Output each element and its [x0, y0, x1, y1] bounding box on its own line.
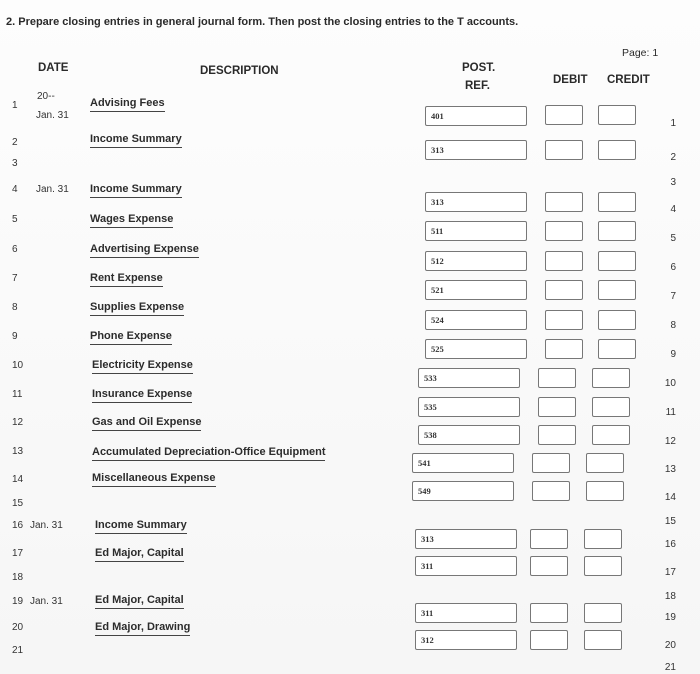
post-ref-field[interactable]	[425, 140, 527, 160]
entry-date: Jan. 31	[30, 596, 63, 607]
line-number-left: 20	[12, 622, 24, 633]
line-number-left: 12	[12, 417, 24, 428]
post-ref-value: 311	[421, 561, 434, 571]
post-ref-value: 312	[421, 635, 434, 645]
debit-field[interactable]	[545, 280, 583, 300]
post-ref-field[interactable]	[412, 481, 514, 501]
account-name: Advising Fees	[90, 97, 165, 112]
credit-field[interactable]	[584, 603, 622, 623]
post-ref-field[interactable]	[412, 453, 514, 473]
post-ref-value: 512	[431, 256, 444, 266]
post-ref-field[interactable]	[415, 603, 517, 623]
debit-field[interactable]	[530, 630, 568, 650]
post-ref-value: 525	[431, 344, 444, 354]
line-number-right: 10	[664, 378, 676, 389]
account-name: Wages Expense	[90, 213, 173, 228]
account-name: Electricity Expense	[92, 359, 193, 374]
debit-field[interactable]	[530, 603, 568, 623]
credit-field[interactable]	[598, 140, 636, 160]
post-ref-field[interactable]	[415, 529, 517, 549]
post-ref-value: 524	[431, 315, 444, 325]
credit-field[interactable]	[586, 481, 624, 501]
debit-field[interactable]	[545, 310, 583, 330]
post-header-line2: REF.	[465, 80, 490, 92]
line-number-left: 8	[12, 302, 18, 313]
post-ref-field[interactable]	[425, 280, 527, 300]
line-number-left: 1	[12, 100, 18, 111]
post-ref-value: 521	[431, 285, 444, 295]
line-number-left: 5	[12, 214, 18, 225]
credit-field[interactable]	[584, 630, 622, 650]
post-ref-field[interactable]	[415, 556, 517, 576]
line-number-left: 13	[12, 446, 24, 457]
account-name: Ed Major, Capital	[95, 547, 184, 562]
post-ref-field[interactable]	[415, 630, 517, 650]
credit-header: CREDIT	[607, 74, 650, 86]
line-number-left: 6	[12, 244, 18, 255]
line-number-right: 17	[664, 567, 676, 578]
line-number-right: 18	[664, 591, 676, 602]
post-ref-field[interactable]	[425, 192, 527, 212]
line-number-right: 19	[664, 612, 676, 623]
debit-field[interactable]	[538, 397, 576, 417]
debit-field[interactable]	[532, 453, 570, 473]
line-number-right: 21	[664, 662, 676, 673]
account-name: Advertising Expense	[90, 243, 199, 258]
credit-field[interactable]	[598, 251, 636, 271]
entry-date: Jan. 31	[36, 110, 69, 121]
account-name: Income Summary	[90, 133, 182, 148]
line-number-right: 11	[665, 407, 676, 418]
post-ref-field[interactable]	[425, 251, 527, 271]
account-name: Rent Expense	[90, 272, 163, 287]
post-ref-value: 313	[421, 534, 434, 544]
account-name: Income Summary	[95, 519, 187, 534]
account-name: Income Summary	[90, 183, 182, 198]
line-number-left: 18	[12, 572, 24, 583]
line-number-left: 10	[12, 360, 24, 371]
credit-field[interactable]	[598, 339, 636, 359]
credit-field[interactable]	[586, 453, 624, 473]
debit-field[interactable]	[545, 251, 583, 271]
credit-field[interactable]	[598, 105, 636, 125]
credit-field[interactable]	[598, 192, 636, 212]
line-number-right: 5	[670, 233, 676, 244]
credit-field[interactable]	[592, 368, 630, 388]
post-ref-field[interactable]	[418, 425, 520, 445]
debit-field[interactable]	[545, 105, 583, 125]
post-ref-value: 511	[431, 226, 444, 236]
line-number-left: 2	[12, 137, 18, 148]
line-number-left: 9	[12, 331, 18, 342]
debit-field[interactable]	[545, 221, 583, 241]
debit-field[interactable]	[545, 192, 583, 212]
account-name: Ed Major, Drawing	[95, 621, 190, 636]
line-number-right: 4	[670, 204, 676, 215]
line-number-left: 14	[12, 474, 24, 485]
debit-field[interactable]	[545, 140, 583, 160]
page-label: Page: 1	[622, 47, 659, 59]
post-ref-value: 541	[418, 458, 431, 468]
line-number-right: 3	[670, 177, 676, 188]
line-number-right: 2	[670, 152, 676, 163]
debit-field[interactable]	[530, 556, 568, 576]
debit-field[interactable]	[530, 529, 568, 549]
line-number-left: 17	[12, 548, 24, 559]
post-header-line1: POST.	[462, 62, 496, 74]
date-header: DATE	[38, 62, 69, 74]
account-name: Accumulated Depreciation-Office Equipment	[92, 446, 325, 461]
line-number-right: 12	[664, 436, 676, 447]
credit-field[interactable]	[598, 280, 636, 300]
line-number-left: 21	[12, 645, 24, 656]
post-ref-value: 538	[424, 430, 437, 440]
debit-header: DEBIT	[553, 74, 588, 86]
post-ref-value: 311	[421, 608, 434, 618]
post-ref-field[interactable]	[425, 339, 527, 359]
line-number-left: 19	[12, 596, 24, 607]
post-ref-field[interactable]	[425, 221, 527, 241]
line-number-left: 3	[12, 158, 18, 169]
line-number-right: 16	[664, 539, 676, 550]
line-number-right: 1	[670, 118, 676, 129]
account-name: Supplies Expense	[90, 301, 184, 316]
debit-field[interactable]	[545, 339, 583, 359]
post-ref-field[interactable]	[425, 310, 527, 330]
post-ref-field[interactable]	[425, 106, 527, 126]
credit-field[interactable]	[584, 529, 622, 549]
post-ref-value: 549	[418, 486, 431, 496]
debit-field[interactable]	[538, 368, 576, 388]
debit-field[interactable]	[538, 425, 576, 445]
line-number-right: 13	[664, 464, 676, 475]
account-name: Ed Major, Capital	[95, 594, 184, 609]
credit-field[interactable]	[584, 556, 622, 576]
line-number-left: 15	[12, 498, 24, 509]
line-number-right: 14	[664, 492, 676, 503]
debit-field[interactable]	[532, 481, 570, 501]
line-number-right: 8	[670, 320, 676, 331]
post-ref-value: 535	[424, 402, 437, 412]
account-name: Phone Expense	[90, 330, 172, 345]
line-number-right: 7	[670, 291, 676, 302]
credit-field[interactable]	[592, 397, 630, 417]
post-ref-value: 533	[424, 373, 437, 383]
entry-date: Jan. 31	[30, 520, 63, 531]
post-ref-value: 313	[431, 145, 444, 155]
instructions: 2. Prepare closing entries in general journal form. Then post the closing entries to the T accounts.	[6, 16, 519, 28]
line-number-left: 4	[12, 184, 18, 195]
line-number-right: 6	[670, 262, 676, 273]
credit-field[interactable]	[592, 425, 630, 445]
line-number-left: 11	[12, 389, 23, 400]
line-number-left: 16	[12, 520, 24, 531]
description-header: DESCRIPTION	[200, 65, 279, 77]
line-number-right: 15	[664, 516, 676, 527]
post-ref-field[interactable]	[418, 368, 520, 388]
account-name: Miscellaneous Expense	[92, 472, 216, 487]
post-ref-value: 401	[431, 111, 444, 121]
entry-date: Jan. 31	[36, 184, 69, 195]
credit-field[interactable]	[598, 221, 636, 241]
line-number-right: 20	[664, 640, 676, 651]
year-label: 20--	[37, 91, 55, 102]
line-number-left: 7	[12, 273, 18, 284]
post-ref-field[interactable]	[418, 397, 520, 417]
account-name: Gas and Oil Expense	[92, 416, 201, 431]
credit-field[interactable]	[598, 310, 636, 330]
post-ref-value: 313	[431, 197, 444, 207]
line-number-right: 9	[670, 349, 676, 360]
account-name: Insurance Expense	[92, 388, 192, 403]
